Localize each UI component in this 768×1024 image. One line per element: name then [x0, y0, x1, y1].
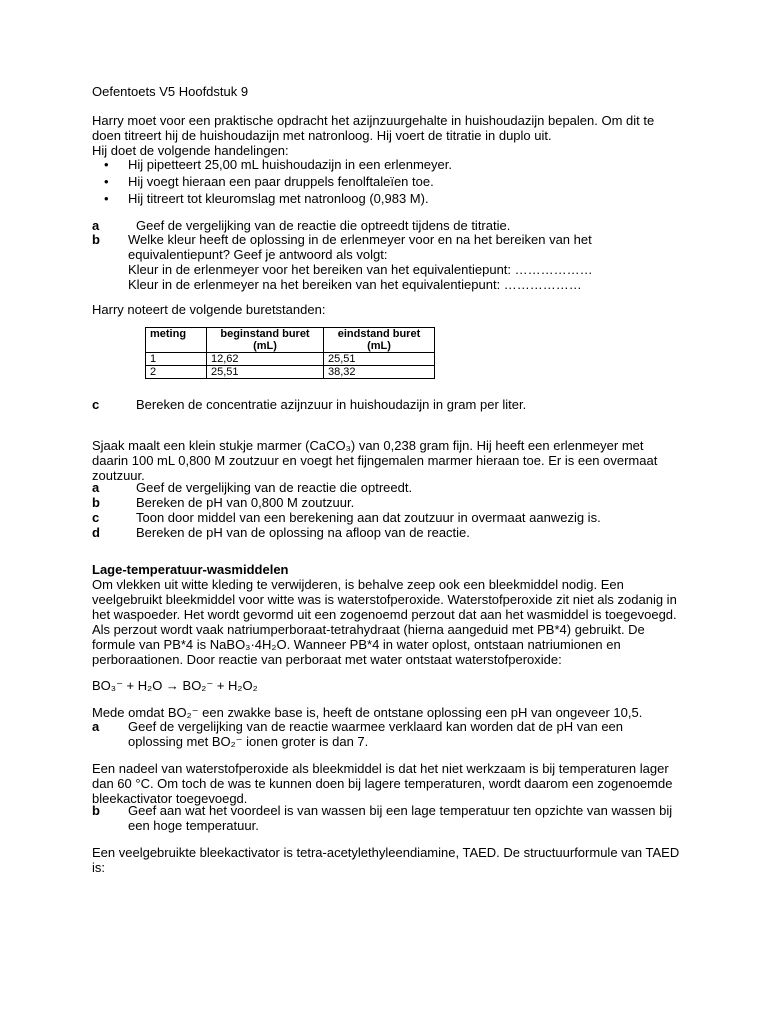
question-text: Welke kleur heeft de oplossing in de erlenmeyer voor en na het bereiken van het [128, 232, 592, 247]
procedure-step: • Hij voegt hieraan een paar druppels fenolftaleïen toe. [104, 174, 434, 189]
column-header-eindstand: eindstand buret (mL) [324, 328, 435, 353]
table-cell: 2 [146, 366, 207, 379]
paragraph-line: formule van PB*4 is NaBO₃·4H₂O. Wanneer PB*4 in water oplost, ontstaan natriumionen en [92, 637, 621, 652]
page-header: Oefentoets V5 Hoofdstuk 9 [92, 84, 249, 99]
table-cell: 38,32 [324, 366, 435, 379]
marmer-paragraph [92, 438, 682, 483]
intro-paragraph [92, 113, 682, 158]
bullet-icon: • [104, 191, 109, 206]
question-text: Geef aan wat het voordeel is van wassen bij een lage temperatuur ten opzichte van wassen bij [128, 803, 673, 818]
table-cell: 25,51 [324, 353, 435, 366]
question-text: Bereken de pH van 0,800 M zoutzuur. [136, 495, 355, 510]
paragraph-line: daarin 100 mL 0,800 M zoutzuur en voegt het fijngemalen marmer hieraan toe. Er is een overmaat [92, 453, 658, 468]
question-label: d [92, 525, 100, 540]
wasmiddel-paragraph [92, 577, 682, 667]
question-2b [92, 495, 682, 510]
buret-table [145, 327, 435, 379]
question-text: Geef de vergelijking van de reactie waarmee verklaard kan worden dat de pH van een [128, 719, 624, 734]
bullet-icon: • [104, 174, 109, 189]
buret-intro: Harry noteert de volgende buretstanden: [92, 302, 326, 317]
paragraph-line: perboraationen. Door reactie van perboraat met water ontstaat waterstofperoxide: [92, 652, 562, 667]
paragraph-line: Een veelgebruikte bleekactivator is tetra-acetylethyleendiamine, TAED. De structuurformule van TAED [92, 845, 680, 860]
question-text: equivalentiepunt? Geef je antwoord als volgt: [128, 247, 388, 262]
table-header-row [146, 328, 435, 353]
question-label: b [92, 495, 100, 510]
paragraph-line: veelgebruikt bleekmiddel voor witte was is waterstofperoxide. Waterstofperoxide zit niet als zodanig in [92, 592, 677, 607]
paragraph-line: Sjaak maalt een klein stukje marmer (CaCO₃) van 0,238 gram fijn. Hij heeft een erlenmeyer met [92, 438, 644, 453]
paragraph-line: bleekactivator toegevoegd. [92, 791, 248, 806]
procedure-list [92, 157, 682, 206]
question-1b [92, 232, 682, 292]
intro-line: Harry moet voor een praktische opdracht het azijnzuurgehalte in huishoudazijn bepalen. Om dit te [92, 113, 655, 128]
question-2a [92, 480, 682, 495]
paragraph-line: Als perzout wordt vaak natriumperboraat-tetrahydraat (hierna aangeduid met PB*4) gebruikt. De [92, 622, 645, 637]
question-label: b [92, 803, 100, 818]
answer-line: Kleur in de erlenmeyer voor het bereiken van het equivalentiepunt: ……………… [128, 262, 593, 277]
question-text: Geef de vergelijking van de reactie die optreedt. [136, 480, 413, 495]
table-cell: 12,62 [207, 353, 324, 366]
section-title: Lage-temperatuur-wasmiddelen [92, 562, 289, 577]
question-3b [92, 803, 682, 833]
reaction-equation: BO₃⁻ + H₂O → BO₂⁻ + H₂O₂ [92, 678, 258, 693]
table-cell: 1 [146, 353, 207, 366]
paragraph-line: dan 60 °C. Om toch de was te kunnen doen bij lagere temperaturen, wordt daarom een zogenoemde [92, 776, 673, 791]
question-text: Geef de vergelijking van de reactie die optreedt tijdens de titratie. [136, 218, 511, 233]
intro-line: Hij doet de volgende handelingen: [92, 143, 289, 158]
question-label: b [92, 232, 100, 247]
question-text: een hoge temperatuur. [128, 818, 259, 833]
question-label: c [92, 397, 100, 412]
paragraph-line: Om vlekken uit witte kleding te verwijderen, is behalve zeep ook een bleekmiddel nodig. Een [92, 577, 624, 592]
question-label: c [92, 510, 100, 525]
question-label: a [92, 218, 100, 233]
paragraph-line: is: [92, 860, 105, 875]
taed-paragraph [92, 845, 682, 875]
table-row [146, 366, 435, 379]
paragraph-line: Een nadeel van waterstofperoxide als bleekmiddel is dat het niet werkzaam is bij temperaturen lager [92, 761, 669, 776]
question-3a [92, 719, 682, 749]
intro-line: doen titreert hij de huishoudazijn met natronloog. Hij voert de titratie in duplo uit. [92, 128, 552, 143]
bullet-icon: • [104, 157, 109, 172]
procedure-step: • Hij pipetteert 25,00 mL huishoudazijn in een erlenmeyer. [104, 157, 452, 172]
table-cell: 25,51 [207, 366, 324, 379]
answer-line: Kleur in de erlenmeyer na het bereiken van het equivalentiepunt: ……………… [128, 277, 582, 292]
question-label: a [92, 719, 100, 734]
column-header-beginstand: beginstand buret (mL) [207, 328, 324, 353]
question-text: Bereken de pH van de oplossing na afloop van de reactie. [136, 525, 470, 540]
question-1a [92, 218, 682, 233]
table-row [146, 353, 435, 366]
base-sentence: Mede omdat BO₂⁻ een zwakke base is, heeft de ontstane oplossing een pH van ongeveer 10,5. [92, 705, 643, 720]
question-1c [92, 397, 682, 412]
question-2d [92, 525, 682, 540]
question-label: a [92, 480, 100, 495]
question-2c [92, 510, 682, 525]
question-text: oplossing met BO₂⁻ ionen groter is dan 7. [128, 734, 369, 749]
nadeel-paragraph [92, 761, 682, 806]
procedure-step: • Hij titreert tot kleuromslag met natronloog (0,983 M). [104, 191, 429, 206]
marmer-questions [92, 480, 682, 540]
paragraph-line: het waspoeder. Het wordt gevormd uit een zogenoemd perzout dat aan het wasmiddel is toegevoegd. [92, 607, 677, 622]
column-header-meting: meting [146, 328, 207, 353]
question-text: Toon door middel van een berekening aan dat zoutzuur in overmaat aanwezig is. [136, 510, 601, 525]
question-text: Bereken de concentratie azijnzuur in huishoudazijn in gram per liter. [136, 397, 527, 412]
paragraph-line: zoutzuur. [92, 468, 145, 483]
